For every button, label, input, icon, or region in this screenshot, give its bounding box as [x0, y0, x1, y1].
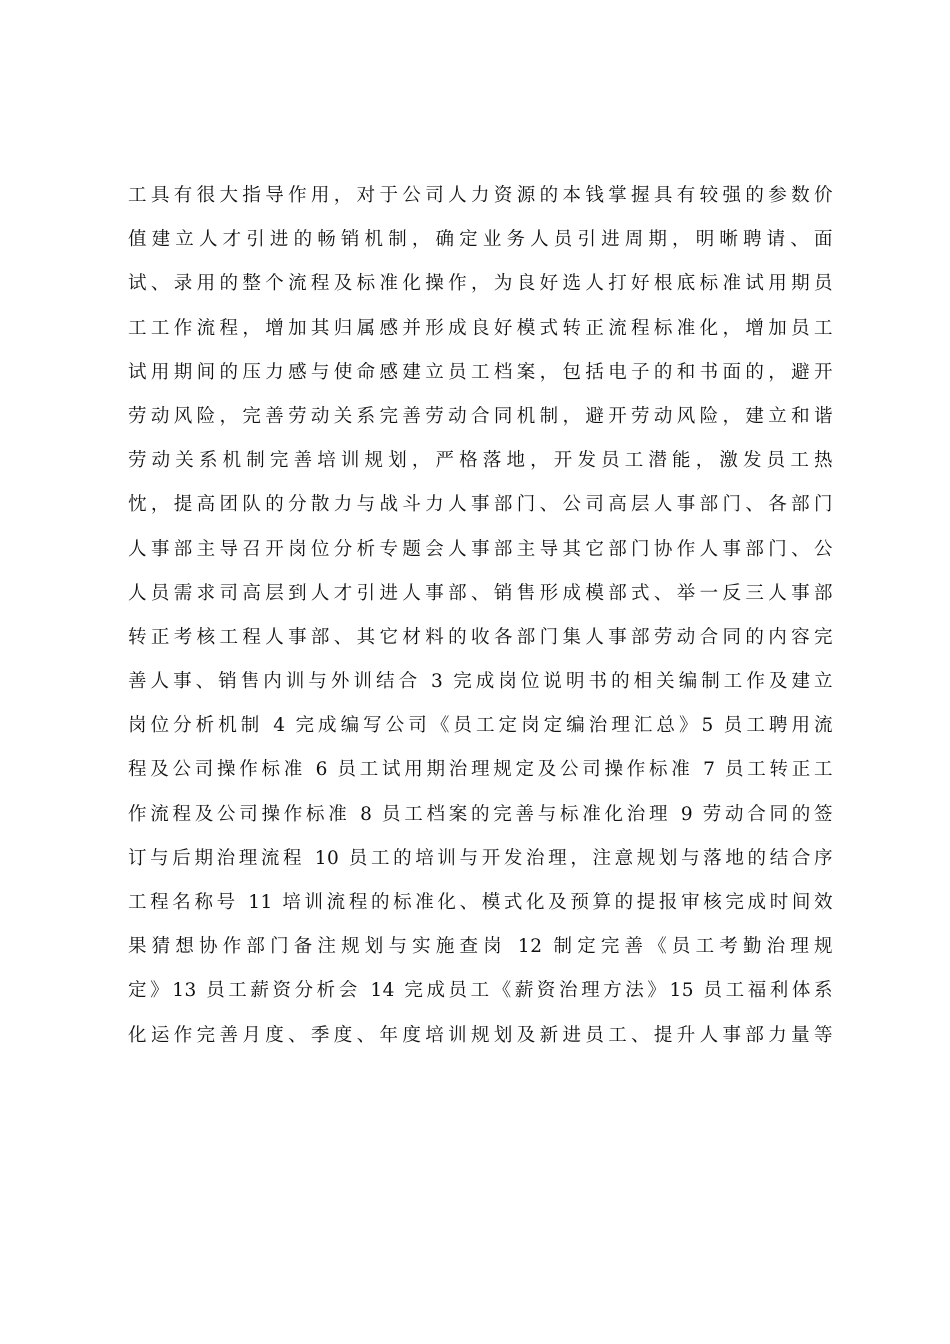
text-line: 善人事、销售内训与外训结合 3 完成岗位说明书的相关编制工作及建立 [128, 671, 833, 693]
text-line: 试、录用的整个流程及标准化操作，为良好选人打好根底标准试用期员 [128, 273, 833, 295]
text-line: 程及公司操作标准 6 员工试用期治理规定及公司操作标准 7 员工转正工 [128, 759, 833, 781]
text-line: 值建立人才引进的畅销机制，确定业务人员引进周期，明晰聘请、面 [128, 229, 833, 251]
text-line: 化运作完善月度、季度、年度培训规划及新进员工、提升人事部力量等 [128, 1024, 833, 1046]
text-line: 忱，提高团队的分散力与战斗力人事部门、公司高层人事部门、各部门 [128, 494, 833, 516]
text-line: 工具有很大指导作用，对于公司人力资源的本钱掌握具有较强的参数价 [128, 185, 833, 206]
text-line: 定》13 员工薪资分析会 14 完成员工《薪资治理方法》15 员工福利体系 [128, 980, 833, 1002]
body-text [128, 174, 833, 1058]
text-line: 作流程及公司操作标准 8 员工档案的完善与标准化治理 9 劳动合同的签 [128, 803, 833, 825]
text-line: 人员需求司高层到人才引进人事部、销售形成模部式、举一反三人事部 [128, 582, 833, 604]
text-line: 劳动关系机制完善培训规划，严格落地，开发员工潜能，激发员工热 [128, 450, 833, 472]
text-line: 试用期间的压力感与使命感建立员工档案，包括电子的和书面的，避开 [128, 361, 833, 383]
text-line: 转正考核工程人事部、其它材料的收各部门集人事部劳动合同的内容完 [128, 626, 833, 648]
text-line: 工工作流程，增加其归属感并形成良好模式转正流程标准化，增加员工 [128, 317, 833, 339]
text-line: 订与后期治理流程 10 员工的培训与开发治理，注意规划与落地的结合序 [128, 847, 833, 869]
text-line: 工程名称号 11 培训流程的标准化、模式化及预算的提报审核完成时间效 [128, 892, 833, 913]
text-line: 岗位分析机制 4 完成编写公司《员工定岗定编治理汇总》5 员工聘用流 [128, 715, 833, 737]
text-line: 劳动风险，完善劳动关系完善劳动合同机制，避开劳动风险，建立和谐 [128, 405, 833, 427]
text-line: 果猜想协作部门备注规划与实施查岗 12 制定完善《员工考勤治理规 [128, 936, 833, 958]
text-line: 人事部主导召开岗位分析专题会人事部主导其它部门协作人事部门、公 [128, 538, 833, 560]
